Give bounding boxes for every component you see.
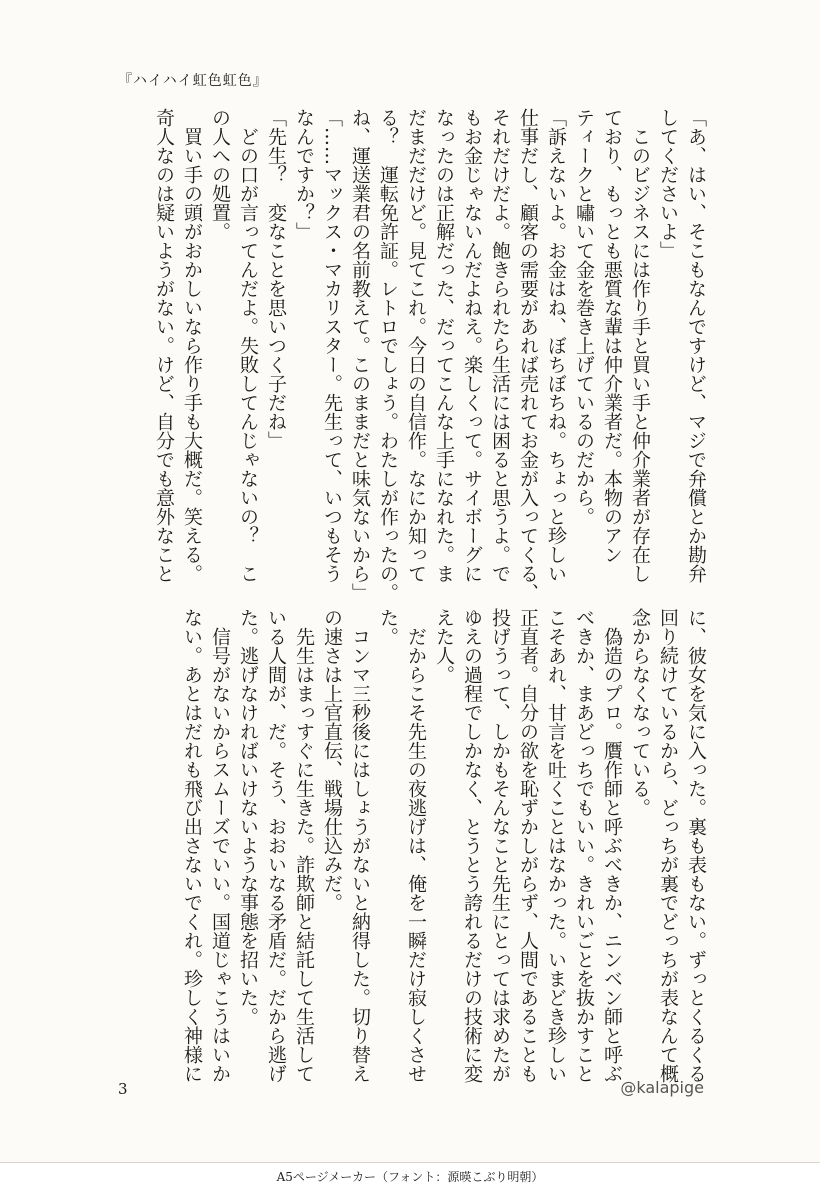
text-line: ており、もっとも悪質な輩は仲介業者だ。本物のアン	[601, 108, 623, 564]
text-line: の人への処置。	[209, 108, 231, 241]
text-line: いる人間が、だ。そう、おおいなる矛盾だ。だから逃げ	[265, 608, 287, 1083]
text-line: 投げうって、しかもそんなこと先生にとっては求めたが	[489, 608, 511, 1083]
text-line: それだけだよ。飽きられたら生活には困ると思うよ。で	[489, 108, 511, 583]
text-line: 「訴えないよ。お金はね、ぼちぼちね。ちょっと珍しい	[545, 108, 567, 583]
text-line: ゆえの過程でしかなく、とうとう誇れるだけの技術に変	[461, 608, 483, 1083]
text-line: だまだだけど。見てこれ。今日の自信作。なにか知って	[405, 108, 427, 583]
text-line: ね、運送業君の名前教えて。このままだと味気ないから」	[349, 108, 371, 602]
text-line: べきか、まあどっちでもいい。きれいごとを抜かすこと	[573, 608, 595, 1083]
page-title: 『ハイハイ虹色虹色』	[118, 73, 268, 89]
text-line: コンマ三秒後にはしょうがないと納得した。切り替え	[349, 608, 371, 1083]
page-number: 3	[118, 1080, 128, 1098]
text-line: だからこそ先生の夜逃げは、俺を一瞬だけ寂しくさせ	[405, 608, 427, 1083]
bottom-text-block	[110, 608, 710, 1083]
text-line: こそあれ、甘言を吐くことはなかった。いまどき珍しい	[545, 608, 567, 1083]
text-line: どの口が言ってんだよ。失敗してんじゃないの？ こ	[237, 108, 259, 583]
text-line: 「あ、はい、そこもなんですけど、マジで弁償とか勘弁	[685, 108, 707, 583]
text-line: えた人。	[433, 608, 455, 684]
text-line: た。	[377, 608, 399, 646]
text-line: 買い手の頭がおかしいなら作り手も大概だ。笑える。	[181, 108, 203, 583]
text-line: ない。あとはだれも飛び出さないでくれ。珍しく神様に	[181, 608, 203, 1083]
text-line: 「……マックス・マカリスター。先生って、いつもそう	[321, 108, 343, 583]
text-line: た。逃げなければいけないような事態を招いた。	[237, 608, 259, 1026]
text-line: 回り続けているから、どっちが裏でどっちが表なんて概	[657, 608, 679, 1083]
text-line: の速さは上官直伝、戦場仕込みだ。	[321, 608, 343, 912]
text-line: してくださいよ」	[657, 108, 679, 260]
text-line: ティークと嘯いて金を巻き上げているのだから。	[573, 108, 595, 526]
footer-credit: A5ページメーカー（フォント：源暎こぶり明朝）	[276, 1170, 544, 1184]
author-handle: @kalapige	[620, 1078, 704, 1097]
text-line: 「先生？ 変なことを思いつく子だね」	[265, 108, 287, 450]
text-line: 奇人なのは疑いようがない。けど、自分でも意外なこと	[153, 108, 175, 583]
top-text-block	[110, 108, 710, 602]
text-line: このビジネスには作り手と買い手と仲介業者が存在し	[629, 108, 651, 583]
text-line: 念からなくなっている。	[629, 608, 651, 817]
text-line: 信号がないからスムーズでいい。国道じゃこうはいか	[209, 608, 231, 1083]
text-line: もお金じゃないんだよねえ。楽しくって。サイボーグに	[461, 108, 483, 583]
text-line: 先生はまっすぐに生きた。詐欺師と結託して生活して	[293, 608, 315, 1083]
text-line: に、彼女を気に入った。裏も表もない。ずっとくるくる	[685, 608, 707, 1083]
text-line: なったのは正解だった、だってこんな上手になれた。ま	[433, 108, 455, 583]
text-line: 正直者。自分の欲を恥ずかしがらず、人間であることも	[517, 608, 539, 1083]
text-line: 偽造のプロ。贋作師と呼ぶべきか、ニンベン師と呼ぶ	[601, 608, 623, 1083]
text-line: る？ 運転免許証。レトロでしょう。わたしが作ったの。	[377, 108, 399, 602]
text-line: 仕事だし、顧客の需要があれば売れてお金が入ってくる、	[517, 108, 539, 602]
text-line: なんですか？」	[293, 108, 315, 241]
